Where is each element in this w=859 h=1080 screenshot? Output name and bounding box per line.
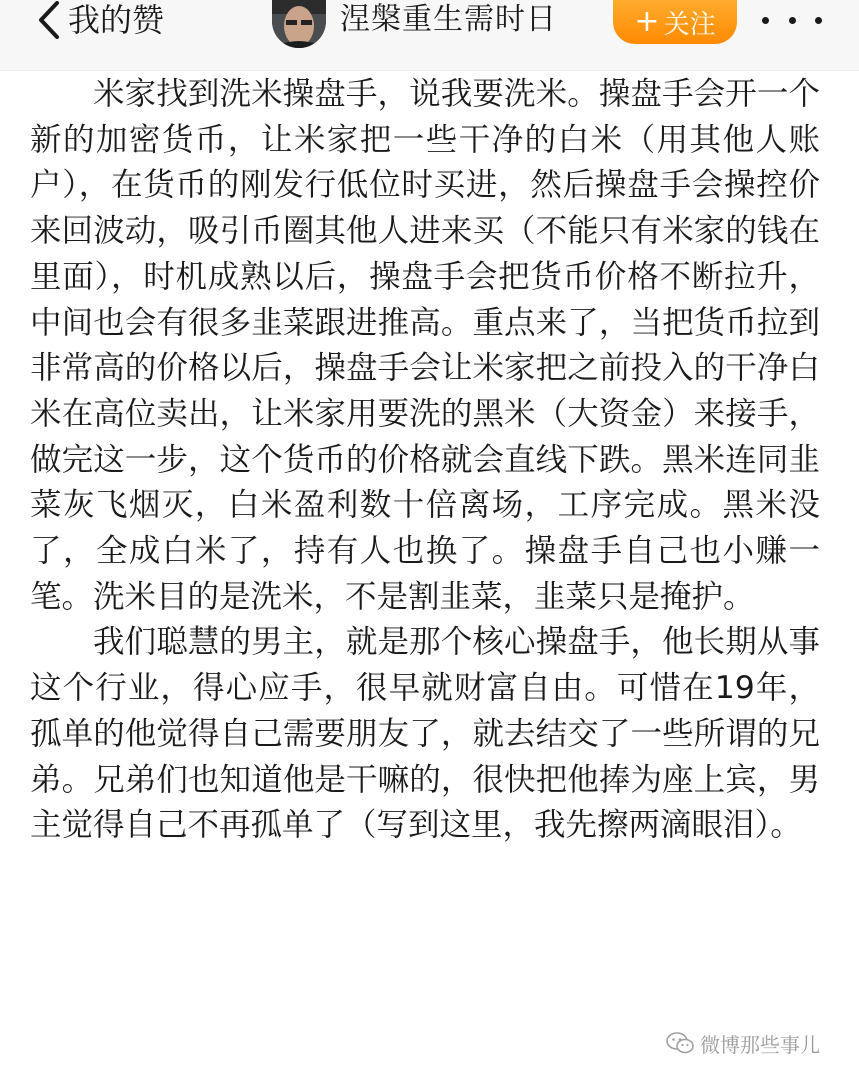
- watermark: [666, 1028, 820, 1058]
- chevron-left-icon: [38, 1, 60, 39]
- more-dot: [762, 17, 769, 24]
- article-paragraph: 我们聪慧的男主，就是那个核心操盘手，他长期从事这个行业，得心应手，很早就财富自由。可惜在19年，孤单的他觉得自己需要朋友了，就去结交了一些所谓的兄弟。兄弟们也知道他是干嘛的，很快把他捧为座上宾，男主觉得自己不再孤单了（写到这里，我先擦两滴眼泪）。: [30, 624, 820, 844]
- article-paragraph: 米家找到洗米操盘手，说我要洗米。操盘手会开一个新的加密货币，让米家把一些干净的白米（用其他人账户），在货币的刚发行低位时买进，然后操盘手会操控价来回波动，吸引币圈其他人进来买（不能只有米家的钱在里面），时机成熟以后，操盘手会把货币价格不断拉升，中间也会有很多韭菜跟进推高。重点来了，当把货币拉到非常高的价格以后，操盘手会让米家把之前投入的干净白米在高位卖出，让米家用要洗的黑米（大资金）来接手，做完这一步，这个货币的价格就会直线下跌。黑米连同韭菜灰飞烟灭，白米盈利数十倍离场，工序完成。黑米没了，全成白米了，持有人也换了。操盘手自己也小赚一笔。洗米目的是洗米，不是割韭菜，韭菜只是掩护。: [30, 76, 820, 615]
- article-body: [30, 72, 820, 849]
- top-navigation-bar: [0, 0, 859, 71]
- wechat-icon: [666, 1031, 700, 1055]
- follow-label: 关注: [663, 9, 716, 40]
- author-name[interactable]: 涅槃重生需时日: [340, 2, 557, 37]
- more-dot: [789, 17, 796, 24]
- watermark-text: 微博那些事儿: [700, 1032, 820, 1057]
- plus-icon: +: [634, 4, 660, 39]
- back-button[interactable]: [38, 0, 164, 40]
- follow-button[interactable]: [613, 0, 737, 44]
- more-dots-icon[interactable]: [762, 12, 822, 28]
- more-dot: [815, 17, 822, 24]
- back-label: 我的赞: [68, 1, 165, 39]
- author-avatar[interactable]: [272, 0, 326, 48]
